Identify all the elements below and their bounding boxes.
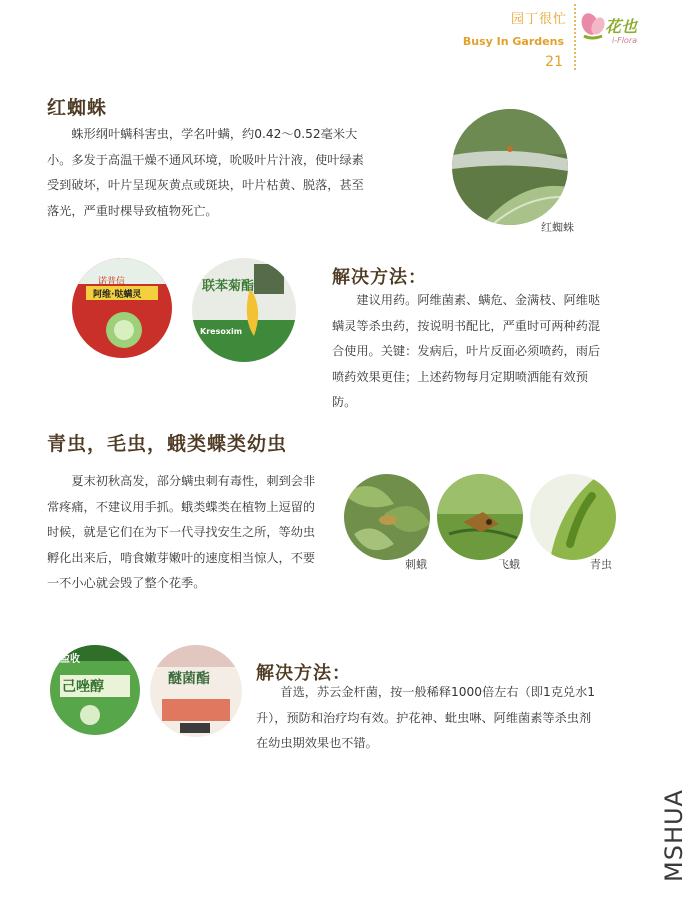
text-line: 升），预防和治疗均有效。护花神、蚍虫啉、阿维菌素等杀虫剂 xyxy=(256,710,592,725)
caption-slug-moth: 刺蛾 xyxy=(405,558,427,571)
green-caterpillar-photo xyxy=(530,474,616,560)
text-line: 建议用药。阿维菌素、螨危、金满枝、阿维哒 xyxy=(356,293,601,307)
product-photo-4 xyxy=(150,645,242,737)
product-label-2: 联苯菊酯 xyxy=(202,279,255,294)
solution-1-title: 解决方法： xyxy=(332,267,427,288)
spider-mite-title: 红蜘蛛 xyxy=(47,97,108,119)
moth-photo xyxy=(437,474,523,560)
section-title-en: Busy In Gardens xyxy=(462,35,564,48)
text-line: 蛛形纲叶螨科害虫，学名叶螨，约0.42～0.52毫米大 xyxy=(71,127,358,141)
header-divider xyxy=(574,4,576,70)
spider-mite-caption: 红蜘蛛 xyxy=(541,221,574,234)
text-line: 时候，就是它们在为下一代寻找安生之所，等幼虫 xyxy=(47,525,316,539)
text-line: 螨灵等杀虫药，按说明书配比，严重时可两种药混 xyxy=(332,318,601,333)
page-number: 21 xyxy=(545,54,563,70)
text-line: 常疼痛，不建议用手抓。蛾类蝶类在植物上逗留的 xyxy=(47,499,316,514)
text-line: 首选，苏云金杆菌，按一般稀释1000倍左右（即1克兑水1 xyxy=(280,685,596,699)
text-line: 防。 xyxy=(332,395,357,409)
text-line: 在幼虫期效果也不错。 xyxy=(256,736,378,750)
watermark xyxy=(659,780,689,885)
logo-subtext: i-Flora xyxy=(612,36,638,45)
product-photo-2 xyxy=(192,258,296,362)
text-line: 孵化出来后，啃食嫩芽嫩叶的速度相当惊人，不要 xyxy=(47,550,316,565)
text-line: 合使用。关键：发病后，叶片反面必须喷药，雨后 xyxy=(332,344,601,358)
product-brand-3: 盈收 xyxy=(60,654,80,665)
flower-logo-icon xyxy=(578,10,608,42)
watermark-text: MSHUA xyxy=(660,789,688,882)
spider-mite-description xyxy=(47,122,379,224)
solution-1-description xyxy=(332,288,616,416)
text-line: 喷药效果更佳；上述药物每月定期喷洒能有效预 xyxy=(332,369,588,384)
product-brand-2: Kresoxim xyxy=(200,327,243,336)
spider-mite-photo xyxy=(452,109,568,225)
caterpillar-description xyxy=(47,469,369,597)
text-line: 小。多发于高温干燥不通风环境，吮吸叶片汁液，使叶绿素 xyxy=(47,152,364,167)
caterpillar-title: 青虫，毛虫，蛾类蝶类幼虫 xyxy=(47,433,288,455)
solution-2-description xyxy=(256,680,618,757)
product-brand-1: 诺普信 xyxy=(98,277,126,287)
section-title-cn: 园丁很忙 xyxy=(510,12,567,27)
product-label-1: 阿维·哒螨灵 xyxy=(93,290,142,300)
product-photo-1 xyxy=(72,258,172,358)
product-label-4: 醚菌酯 xyxy=(168,671,210,687)
caption-green-caterpillar: 青虫 xyxy=(590,558,612,571)
caption-moth: 飞蛾 xyxy=(498,558,520,571)
text-line: 夏末初秋高发，部分螨虫刺有毒性，刺到会非 xyxy=(71,474,316,488)
logo-text: 花也 xyxy=(605,17,638,36)
product-label-3: 己唑醇 xyxy=(62,679,104,695)
solution-2-title: 解决方法： xyxy=(256,663,351,684)
text-line: 受到破坏，叶片呈现灰黄点或斑块，叶片枯黄、脱落，甚至 xyxy=(47,178,364,192)
slug-moth-photo xyxy=(344,474,430,560)
text-line: 落光，严重时棵导致植物死亡。 xyxy=(47,203,218,218)
text-line: 一不小心就会毁了整个花季。 xyxy=(47,576,206,590)
